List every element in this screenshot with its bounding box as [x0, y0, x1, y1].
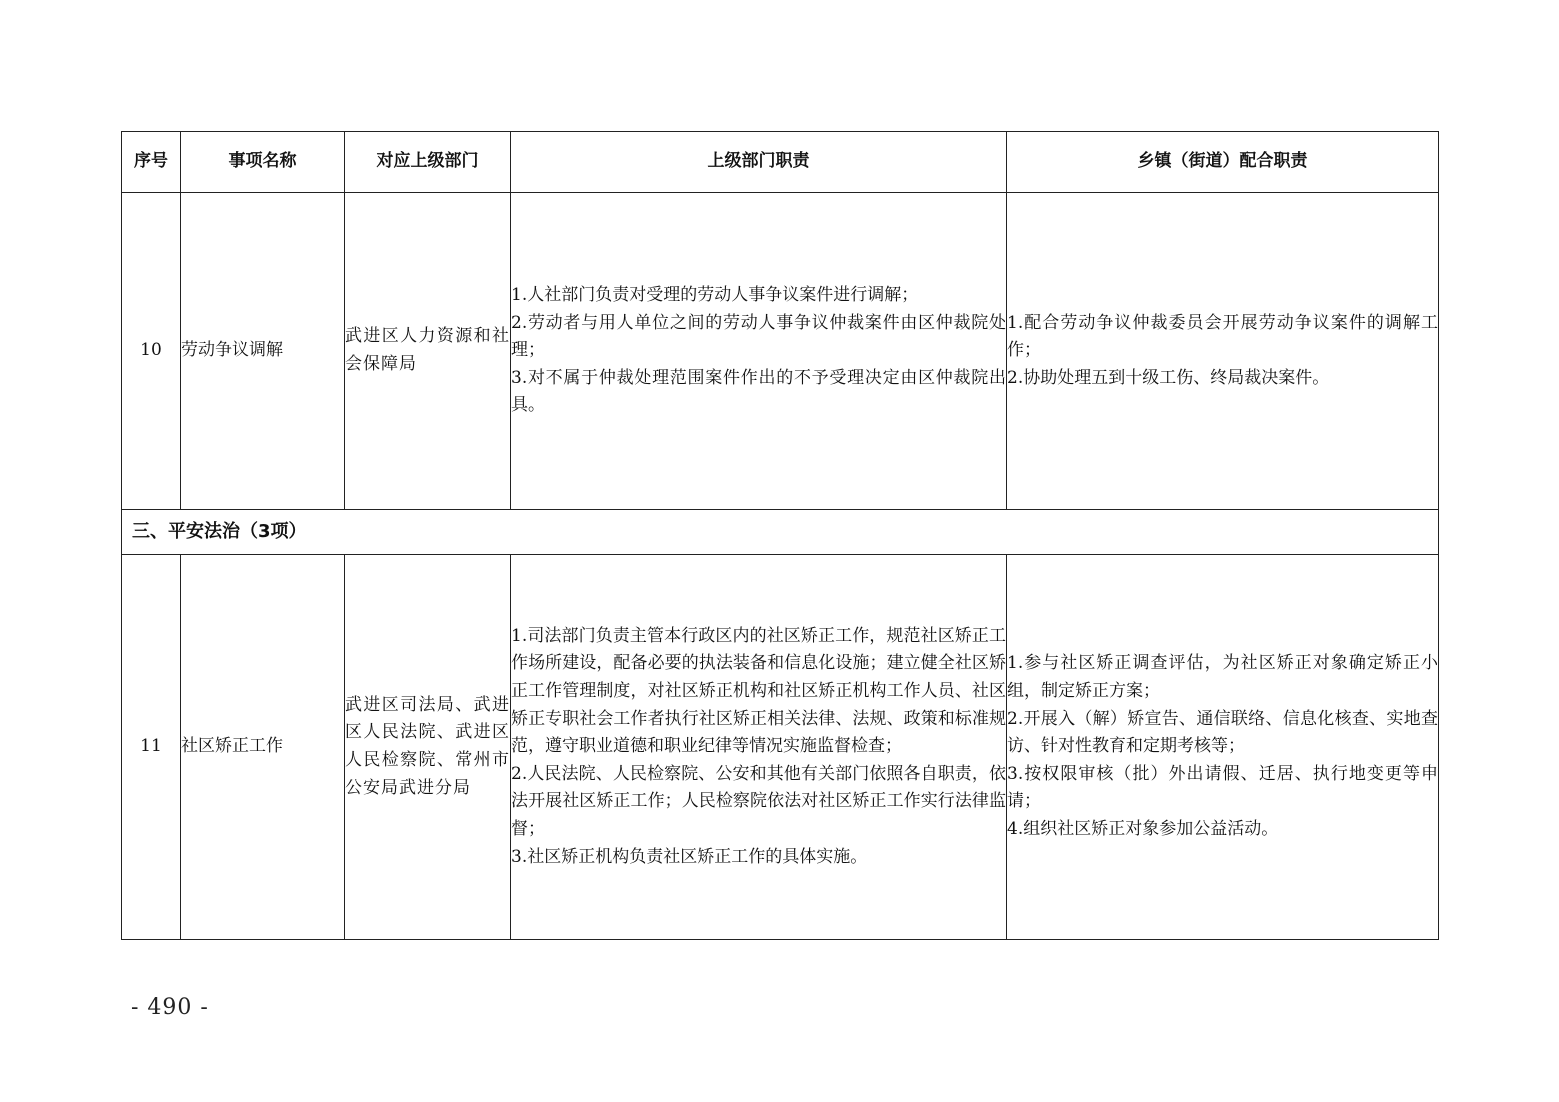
duty-table: [121, 131, 1439, 940]
header-serial: 序号: [122, 132, 181, 193]
row-serial: 10: [122, 193, 181, 510]
duty-line: 3.对不属于仲裁处理范围案件作出的不予受理决定由区仲裁院出具。: [511, 367, 1006, 416]
row-town-duties: [1007, 193, 1439, 510]
duty-line: 4.组织社区矫正对象参加公益活动。: [1007, 818, 1279, 839]
header-upper-duties: 上级部门职责: [511, 132, 1007, 193]
table-header-row: [122, 132, 1439, 193]
table-row: [122, 193, 1439, 510]
duty-line: 3.社区矫正机构负责社区矫正工作的具体实施。: [511, 846, 868, 867]
duty-line: 1.配合劳动争议仲裁委员会开展劳动争议案件的调解工作；: [1007, 312, 1438, 361]
row-upper-duties: [511, 193, 1007, 510]
row-department: 武进区司法局、武进区人民法院、武进区人民检察院、常州市公安局武进分局: [345, 555, 511, 940]
duty-line: 2.人民法院、人民检察院、公安和其他有关部门依照各自职责，依法开展社区矫正工作；人民检察院依法对社区矫正工作实行法律监督；: [511, 763, 1006, 839]
duty-line: 2.开展入（解）矫宣告、通信联络、信息化核查、实地查访、针对性教育和定期考核等；: [1007, 708, 1438, 757]
header-item-name: 事项名称: [181, 132, 345, 193]
row-serial: 11: [122, 555, 181, 940]
row-upper-duties: [511, 555, 1007, 940]
section-header-row: [122, 510, 1439, 555]
header-upper-department: 对应上级部门: [345, 132, 511, 193]
duty-line: 2.协助处理五到十级工伤、终局裁决案件。: [1007, 367, 1330, 388]
row-item-name: 劳动争议调解: [181, 193, 345, 510]
duty-line: 1.司法部门负责主管本行政区内的社区矫正工作，规范社区矫正工作场所建设，配备必要的执法装备和信息化设施；建立健全社区矫正工作管理制度，对社区矫正机构和社区矫正机构工作人员、社区矫正专职社会工作者执行社区矫正相关法律、法规、政策和标准规范，遵守职业道德和职业纪律等情况实施监督检查；: [511, 625, 1006, 757]
row-item-name: 社区矫正工作: [181, 555, 345, 940]
row-department: 武进区人力资源和社会保障局: [345, 193, 511, 510]
row-town-duties: [1007, 555, 1439, 940]
header-town-duties: 乡镇（街道）配合职责: [1007, 132, 1439, 193]
section-title: 三、平安法治（3项）: [122, 510, 1439, 555]
page-number: - 490 -: [131, 995, 209, 1020]
duty-line: 1.人社部门负责对受理的劳动人事争议案件进行调解；: [511, 285, 919, 306]
table-row: [122, 555, 1439, 940]
duty-line: 1.参与社区矫正调查评估，为社区矫正对象确定矫正小组，制定矫正方案；: [1007, 653, 1438, 702]
duty-line: 2.劳动者与用人单位之间的劳动人事争议仲裁案件由区仲裁院处理；: [511, 312, 1006, 361]
duty-line: 3.按权限审核（批）外出请假、迁居、执行地变更等申请；: [1007, 763, 1438, 812]
